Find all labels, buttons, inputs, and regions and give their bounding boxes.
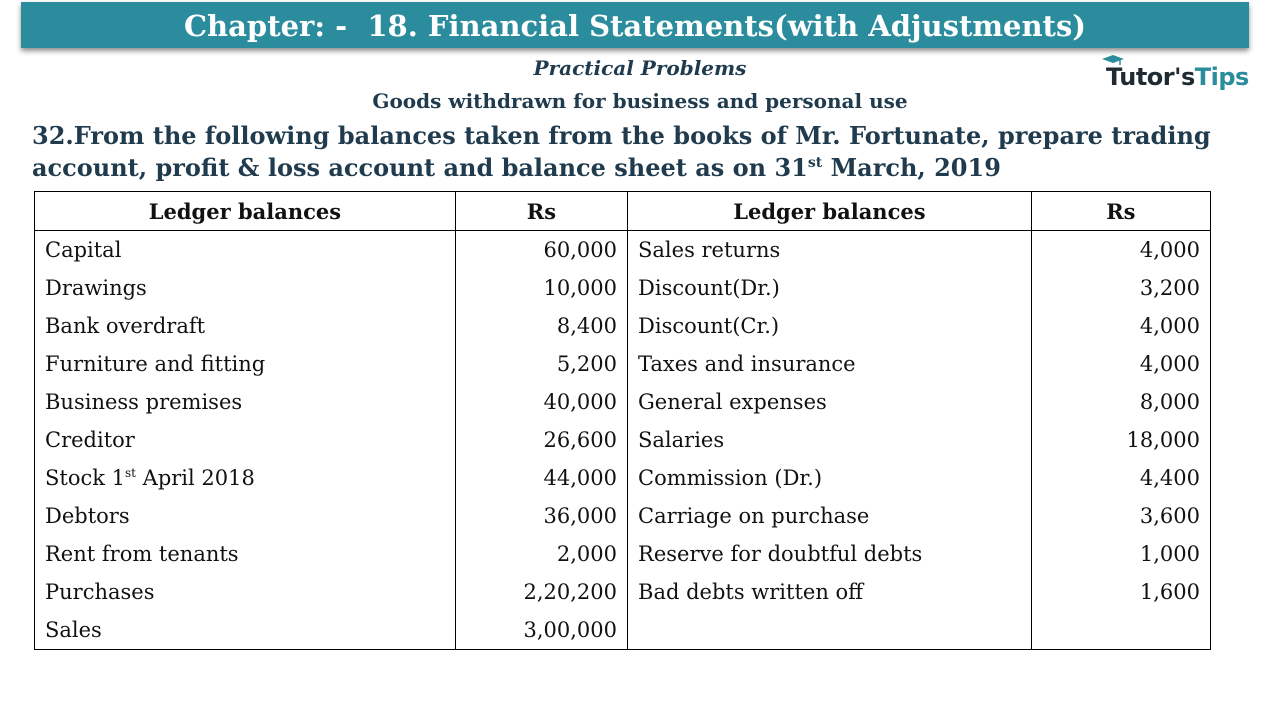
ledger-amount-left: 26,600 <box>455 421 627 459</box>
table-row <box>35 421 1211 459</box>
ledger-label-text: Debtors <box>45 504 130 528</box>
logo-text-tips: Tips <box>1194 63 1249 91</box>
ledger-amount-right <box>1031 611 1210 650</box>
header-ledger-balances-left: Ledger balances <box>35 192 456 231</box>
ledger-label-right: Taxes and insurance <box>628 345 1032 383</box>
tutors-tips-logo <box>1102 55 1252 95</box>
ledger-label-right: Discount(Dr.) <box>628 269 1032 307</box>
ledger-label-text: Sales <box>45 618 102 642</box>
ledger-amount-right: 3,600 <box>1031 497 1210 535</box>
ledger-amount-left: 60,000 <box>455 231 627 270</box>
ledger-label-text: Furniture and fitting <box>45 352 266 376</box>
ledger-label-text: Creditor <box>45 428 135 452</box>
ledger-label-sup: st <box>125 466 136 480</box>
ledger-label-text: Rent from tenants <box>45 542 239 566</box>
ledger-label-right: Bad debts written off <box>628 573 1032 611</box>
table-row <box>35 459 1211 497</box>
chapter-label: Chapter: - <box>183 9 348 43</box>
ledger-label-right: Discount(Cr.) <box>628 307 1032 345</box>
ledger-amount-right: 4,000 <box>1031 231 1210 270</box>
ledger-amount-right: 4,000 <box>1031 345 1210 383</box>
chapter-banner <box>21 2 1249 48</box>
ledger-amount-left: 2,20,200 <box>455 573 627 611</box>
logo-text-tutors: Tutor's <box>1106 63 1195 91</box>
header-rs-right: Rs <box>1031 192 1210 231</box>
ledger-amount-right: 8,000 <box>1031 383 1210 421</box>
table-row <box>35 269 1211 307</box>
ledger-label-text: Capital <box>45 238 122 262</box>
header-rs-left: Rs <box>455 192 627 231</box>
ledger-label-left <box>35 383 456 421</box>
ledger-label-right: Commission (Dr.) <box>628 459 1032 497</box>
ledger-amount-left: 3,00,000 <box>455 611 627 650</box>
ledger-balances-table <box>34 191 1211 650</box>
ledger-amount-left: 10,000 <box>455 269 627 307</box>
ledger-label-left <box>35 535 456 573</box>
ledger-label-left <box>35 459 456 497</box>
ledger-label-left <box>35 573 456 611</box>
ledger-label-right <box>628 611 1032 650</box>
table-row <box>35 573 1211 611</box>
ledger-label-right: Sales returns <box>628 231 1032 270</box>
ledger-label-left <box>35 231 456 270</box>
ledger-label-text: Drawings <box>45 276 147 300</box>
ledger-amount-right: 18,000 <box>1031 421 1210 459</box>
table-row <box>35 345 1211 383</box>
question-date: March, 2019 <box>822 153 1001 182</box>
question-body: 32.From the following balances taken from the books of Mr. Fortunate, prepare trading account, profit & loss account and balance sheet as on 31 <box>32 121 1211 182</box>
ledger-amount-right: 3,200 <box>1031 269 1210 307</box>
table-row <box>35 231 1211 270</box>
ledger-label-right: Reserve for doubtful debts <box>628 535 1032 573</box>
header-ledger-balances-right: Ledger balances <box>628 192 1032 231</box>
table-header-row <box>35 192 1211 231</box>
ledger-amount-left: 44,000 <box>455 459 627 497</box>
ledger-label-right: General expenses <box>628 383 1032 421</box>
ledger-label-text: Stock 1 <box>45 466 125 490</box>
ledger-label-text: Business premises <box>45 390 243 414</box>
ledger-amount-left: 8,400 <box>455 307 627 345</box>
question-text <box>32 120 1277 184</box>
ledger-amount-right: 4,400 <box>1031 459 1210 497</box>
table-row <box>35 383 1211 421</box>
ledger-label-left <box>35 497 456 535</box>
ledger-label-left <box>35 269 456 307</box>
chapter-title: 18. Financial Statements(with Adjustments) <box>367 9 1087 43</box>
ledger-label-text: Bank overdraft <box>45 314 206 338</box>
ledger-amount-left: 36,000 <box>455 497 627 535</box>
ledger-label-left <box>35 345 456 383</box>
ledger-label-text: Purchases <box>45 580 155 604</box>
ledger-amount-left: 5,200 <box>455 345 627 383</box>
ledger-label-left <box>35 611 456 650</box>
table-row <box>35 497 1211 535</box>
topic-heading: Goods withdrawn for business and personal use <box>372 89 908 113</box>
section-subtitle: Practical Problems <box>533 56 747 80</box>
ledger-amount-right: 4,000 <box>1031 307 1210 345</box>
ledger-amount-left: 40,000 <box>455 383 627 421</box>
ledger-amount-right: 1,000 <box>1031 535 1210 573</box>
question-sup: st <box>807 155 823 171</box>
ledger-label-right: Carriage on purchase <box>628 497 1032 535</box>
ledger-amount-right: 1,600 <box>1031 573 1210 611</box>
ledger-label-left <box>35 307 456 345</box>
table-row <box>35 611 1211 650</box>
ledger-amount-left: 2,000 <box>455 535 627 573</box>
ledger-label-left <box>35 421 456 459</box>
table-row <box>35 535 1211 573</box>
ledger-label-right: Salaries <box>628 421 1032 459</box>
ledger-label-text-after: April 2018 <box>135 466 255 490</box>
table-row <box>35 307 1211 345</box>
